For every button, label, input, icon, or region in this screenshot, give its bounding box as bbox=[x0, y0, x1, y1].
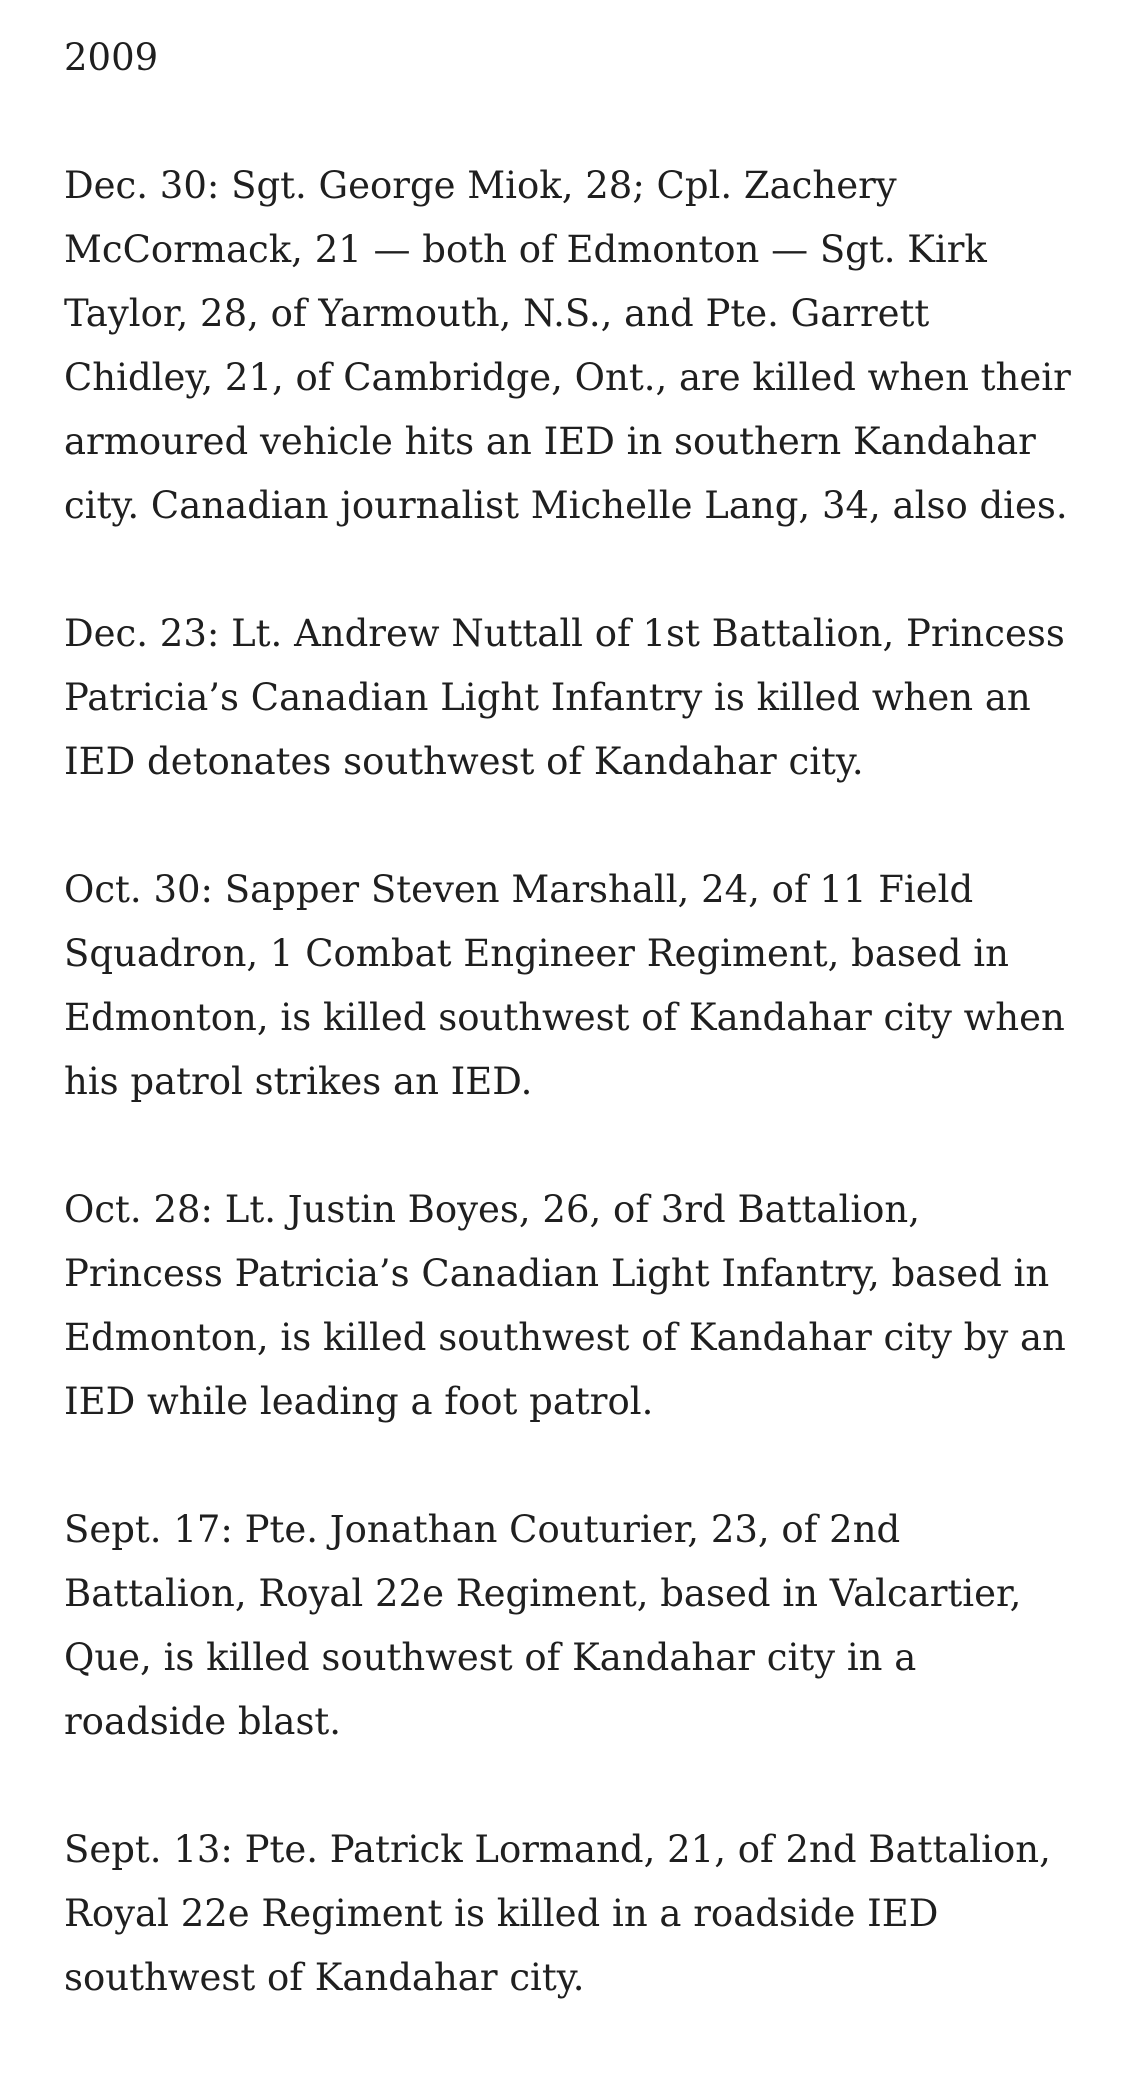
article-body bbox=[64, 26, 1074, 2074]
entry-dec-30: Dec. 30: Sgt. George Miok, 28; Cpl. Zachery McCormack, 21 — both of Edmonton — Sgt. Kirk Taylor, 28, of Yarmouth, N.S., and Pte. Garrett Chidley, 21, of Cambridge, Ont., are killed when their armoured vehicle hits an IED in southern Kandahar city. Canadian journalist Michelle Lang, 34, also dies. bbox=[64, 164, 1071, 527]
entry-oct-30: Oct. 30: Sapper Steven Marshall, 24, of 11 Field Squadron, 1 Combat Engineer Regiment, based in Edmonton, is killed southwest of Kandahar city when his patrol strikes an IED. bbox=[64, 868, 1065, 1103]
year-heading: 2009 bbox=[64, 36, 159, 79]
entry-sept-13: Sept. 13: Pte. Patrick Lormand, 21, of 2nd Battalion, Royal 22e Regiment is killed in a roadside IED southwest of Kandahar city. bbox=[64, 1828, 1051, 1999]
entry-oct-28: Oct. 28: Lt. Justin Boyes, 26, of 3rd Battalion, Princess Patricia’s Canadian Light Infantry, based in Edmonton, is killed southwest of Kandahar city by an IED while leading a foot patrol. bbox=[64, 1188, 1066, 1423]
entry-dec-23: Dec. 23: Lt. Andrew Nuttall of 1st Battalion, Princess Patricia’s Canadian Light Infantry is killed when an IED detonates southwest of Kandahar city. bbox=[64, 612, 1065, 783]
entry-sept-17: Sept. 17: Pte. Jonathan Couturier, 23, of 2nd Battalion, Royal 22e Regiment, based in Valcartier, Que, is killed southwest of Kandahar city in a roadside blast. bbox=[64, 1508, 1022, 1743]
